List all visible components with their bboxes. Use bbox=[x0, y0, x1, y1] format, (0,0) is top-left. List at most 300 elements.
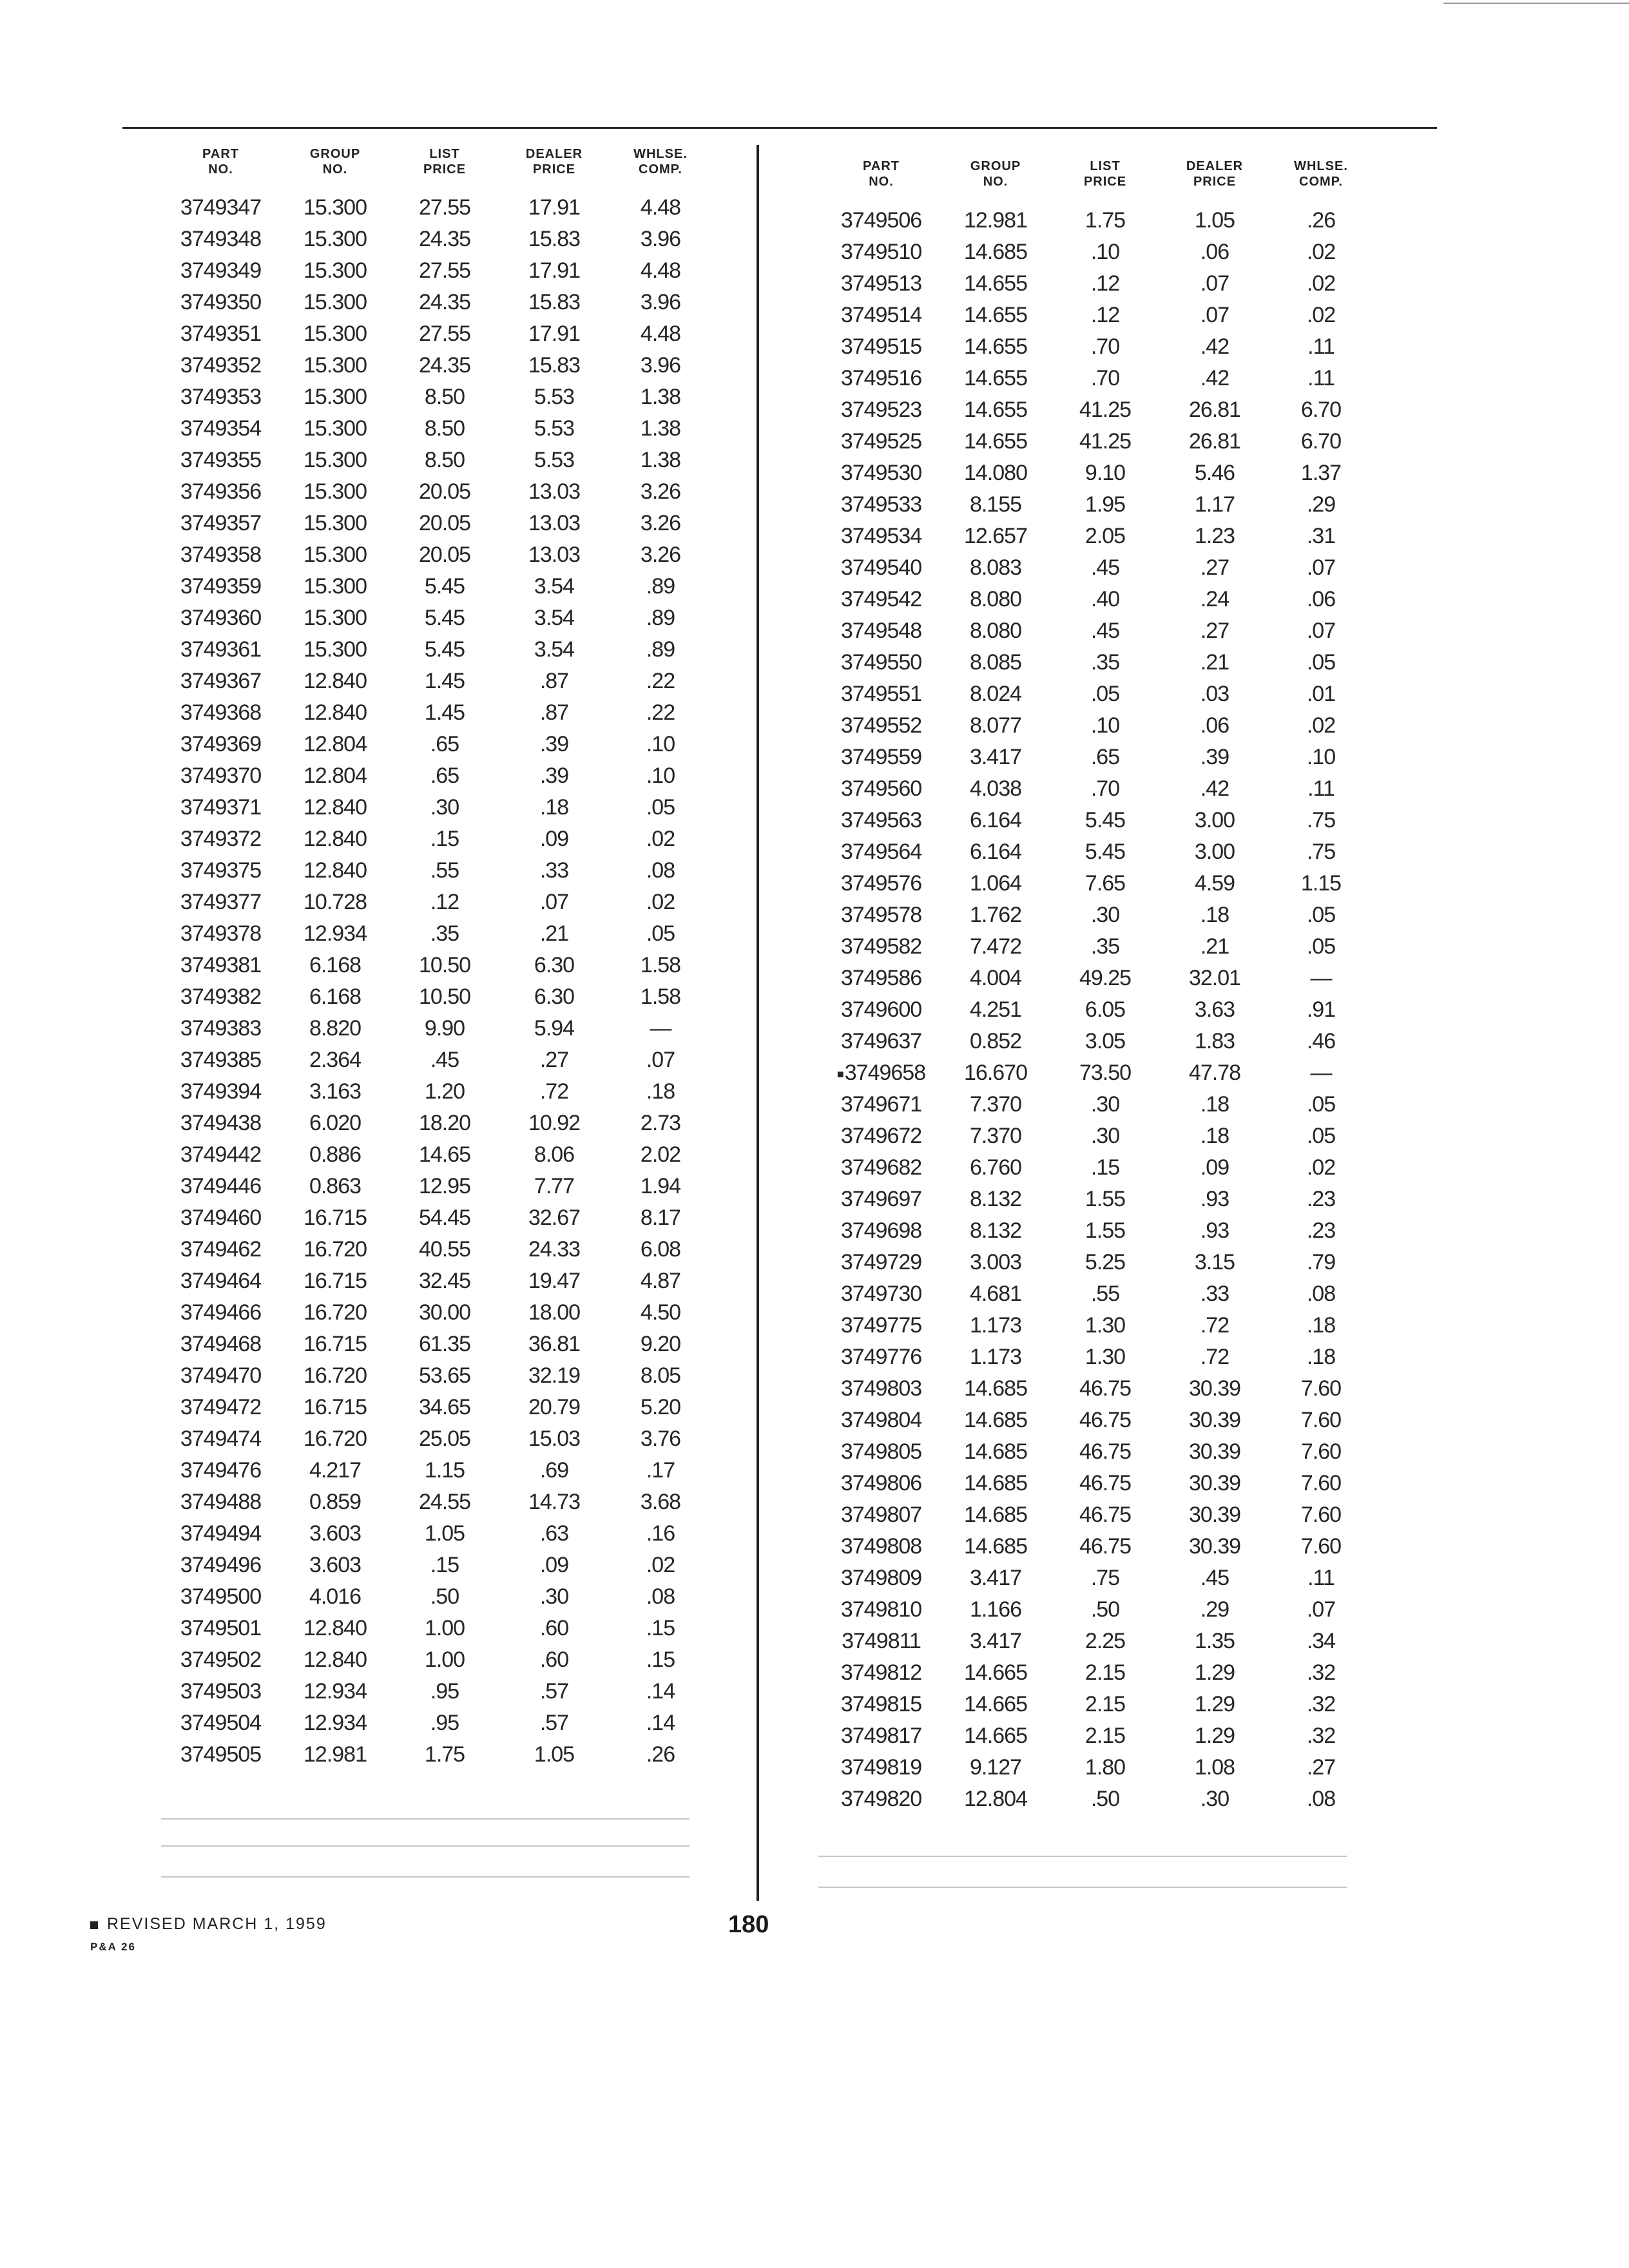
whlse-comp-cell: .01 bbox=[1306, 682, 1336, 706]
part-no-cell: 3749811 bbox=[842, 1629, 921, 1653]
table-row bbox=[822, 1689, 1373, 1720]
revision-note: REVISED MARCH 1, 1959 bbox=[90, 1915, 327, 1934]
part-no-cell: 3749352 bbox=[180, 353, 262, 378]
part-no-cell: 3749394 bbox=[180, 1079, 262, 1104]
dealer-price-cell: .30 bbox=[539, 1584, 569, 1609]
dealer-price-cell: .39 bbox=[539, 732, 569, 756]
table-row bbox=[161, 1108, 712, 1139]
dealer-price-cell: 3.15 bbox=[1194, 1250, 1235, 1274]
group-no-cell: 15.300 bbox=[304, 511, 367, 535]
table-row bbox=[161, 602, 712, 634]
table-row bbox=[822, 300, 1373, 331]
table-row bbox=[822, 1405, 1373, 1436]
list-price-cell: .40 bbox=[1090, 587, 1120, 611]
dealer-price-cell: 15.83 bbox=[528, 227, 581, 251]
list-price-cell: .55 bbox=[430, 858, 459, 883]
group-no-cell: 3.417 bbox=[969, 1629, 1022, 1653]
whlse-comp-cell: 3.68 bbox=[640, 1490, 681, 1514]
group-no-cell: 16.670 bbox=[964, 1061, 1027, 1085]
whlse-comp-cell: 1.94 bbox=[640, 1174, 681, 1198]
table-row bbox=[161, 1644, 712, 1676]
group-no-cell: 12.981 bbox=[964, 208, 1027, 233]
table-row bbox=[822, 1626, 1373, 1657]
list-price-cell: .45 bbox=[1090, 555, 1120, 580]
dealer-price-cell: .69 bbox=[539, 1458, 569, 1483]
table-row bbox=[822, 1310, 1373, 1341]
dealer-price-cell: 17.91 bbox=[528, 322, 581, 346]
group-no-cell: 8.085 bbox=[969, 650, 1022, 675]
table-row bbox=[161, 1518, 712, 1550]
part-no-cell: 3749369 bbox=[180, 732, 262, 756]
whlse-comp-cell: .16 bbox=[646, 1521, 675, 1546]
list-price-cell: 61.35 bbox=[418, 1332, 471, 1356]
whlse-comp-cell: .11 bbox=[1307, 366, 1335, 390]
part-no-cell: 3749540 bbox=[840, 555, 922, 580]
table-row bbox=[161, 634, 712, 666]
table-row bbox=[822, 1594, 1373, 1626]
list-price-cell: .50 bbox=[1090, 1597, 1120, 1622]
list-price-cell: 20.05 bbox=[418, 543, 471, 567]
group-no-cell: 15.300 bbox=[304, 385, 367, 409]
corner-rule bbox=[1443, 3, 1629, 4]
list-price-cell: .30 bbox=[1090, 1092, 1120, 1117]
group-no-cell: 9.127 bbox=[969, 1755, 1022, 1780]
dealer-price-cell: .57 bbox=[539, 1679, 569, 1704]
list-price-cell: 9.90 bbox=[424, 1016, 465, 1041]
table-row bbox=[161, 1044, 712, 1076]
whlse-comp-cell: 9.20 bbox=[640, 1332, 681, 1356]
dealer-price-cell: .21 bbox=[539, 921, 569, 946]
whlse-comp-cell: 7.60 bbox=[1300, 1534, 1342, 1559]
list-price-cell: 6.05 bbox=[1084, 997, 1126, 1022]
dealer-price-cell: .27 bbox=[539, 1048, 569, 1072]
whlse-comp-cell: .34 bbox=[1306, 1629, 1336, 1653]
dealer-price-cell: .87 bbox=[539, 669, 569, 693]
list-price-cell: 46.75 bbox=[1079, 1439, 1132, 1464]
whlse-comp-cell: 7.60 bbox=[1300, 1439, 1342, 1464]
table-row bbox=[161, 1013, 712, 1044]
group-no-cell: 3.417 bbox=[969, 745, 1022, 769]
part-no-cell: 3749349 bbox=[180, 258, 262, 283]
column-divider bbox=[757, 145, 759, 1901]
group-no-cell: 15.300 bbox=[304, 195, 367, 220]
table-row bbox=[822, 1720, 1373, 1752]
group-no-cell: 1.166 bbox=[969, 1597, 1022, 1622]
part-no-cell: 3749805 bbox=[840, 1439, 922, 1464]
table-row bbox=[822, 1026, 1373, 1057]
table-row bbox=[822, 1499, 1373, 1531]
dealer-price-cell: 32.19 bbox=[528, 1363, 581, 1388]
whlse-comp-cell: 1.37 bbox=[1300, 461, 1342, 485]
group-no-cell: 8.083 bbox=[969, 555, 1022, 580]
top-rule bbox=[122, 127, 1437, 129]
table-row bbox=[161, 1076, 712, 1108]
part-no-cell: 3749442 bbox=[180, 1142, 262, 1167]
table-row bbox=[161, 792, 712, 823]
dealer-price-cell: .03 bbox=[1200, 682, 1229, 706]
whlse-comp-cell: 2.73 bbox=[640, 1111, 681, 1135]
part-no-cell: 3749350 bbox=[180, 290, 262, 314]
list-price-cell: 24.35 bbox=[418, 353, 471, 378]
list-price-cell: .12 bbox=[1090, 271, 1120, 296]
list-price-cell: 24.35 bbox=[418, 290, 471, 314]
dealer-price-cell: .09 bbox=[539, 827, 569, 851]
group-no-cell: 1.064 bbox=[969, 871, 1022, 896]
list-price-cell: 1.75 bbox=[424, 1742, 465, 1767]
table-row bbox=[161, 981, 712, 1013]
whlse-comp-cell: 1.38 bbox=[640, 448, 681, 472]
list-price-cell: 46.75 bbox=[1079, 1376, 1132, 1401]
dealer-price-cell: .39 bbox=[1200, 745, 1229, 769]
part-no-cell: 3749729 bbox=[840, 1250, 922, 1274]
list-price-cell: 49.25 bbox=[1079, 966, 1132, 990]
dealer-price-cell: .63 bbox=[539, 1521, 569, 1546]
header-part-no: PART NO. bbox=[202, 147, 239, 177]
whlse-comp-cell: 7.60 bbox=[1300, 1471, 1342, 1495]
list-price-cell: .35 bbox=[430, 921, 459, 946]
group-no-cell: 12.981 bbox=[304, 1742, 367, 1767]
part-no-cell: 3749552 bbox=[840, 713, 922, 738]
list-price-cell: 5.25 bbox=[1084, 1250, 1126, 1274]
dealer-price-cell: .27 bbox=[1200, 555, 1229, 580]
list-price-cell: .45 bbox=[1090, 619, 1120, 643]
right-price-rows bbox=[822, 205, 1373, 1815]
whlse-comp-cell: .91 bbox=[1306, 997, 1336, 1022]
table-row bbox=[161, 729, 712, 760]
list-price-cell: .50 bbox=[430, 1584, 459, 1609]
table-row bbox=[822, 678, 1373, 710]
dealer-price-cell: .39 bbox=[539, 764, 569, 788]
dealer-price-cell: 1.83 bbox=[1194, 1029, 1235, 1053]
whlse-comp-cell: .18 bbox=[646, 1079, 675, 1104]
list-price-cell: 54.45 bbox=[418, 1206, 471, 1230]
part-no-cell: 3749775 bbox=[840, 1313, 922, 1338]
table-row bbox=[161, 476, 712, 508]
table-row bbox=[822, 363, 1373, 394]
group-no-cell: 14.655 bbox=[964, 366, 1027, 390]
part-no-cell: 3749600 bbox=[840, 997, 922, 1022]
table-row bbox=[822, 615, 1373, 647]
table-row bbox=[822, 268, 1373, 300]
part-no-cell: 3749819 bbox=[840, 1755, 922, 1780]
part-no-cell: 3749672 bbox=[840, 1124, 922, 1148]
group-no-cell: 8.077 bbox=[969, 713, 1022, 738]
part-no-cell: 3749516 bbox=[840, 366, 922, 390]
list-price-cell: .70 bbox=[1090, 776, 1120, 801]
dealer-price-cell: 15.83 bbox=[528, 290, 581, 314]
whlse-comp-cell: 6.08 bbox=[640, 1237, 681, 1262]
group-no-cell: 14.655 bbox=[964, 398, 1027, 422]
table-row bbox=[161, 539, 712, 571]
list-price-cell: .10 bbox=[1090, 713, 1120, 738]
table-row bbox=[822, 1783, 1373, 1815]
whlse-comp-cell: .89 bbox=[646, 637, 675, 662]
whlse-comp-cell: 2.02 bbox=[640, 1142, 681, 1167]
left-price-rows bbox=[161, 192, 712, 1771]
dealer-price-cell: 6.30 bbox=[534, 985, 575, 1009]
part-no-cell: 3749351 bbox=[180, 322, 262, 346]
whlse-comp-cell: .02 bbox=[1306, 240, 1336, 264]
list-price-cell: 1.55 bbox=[1084, 1187, 1126, 1211]
dealer-price-cell: 15.83 bbox=[528, 353, 581, 378]
part-no-cell: 3749806 bbox=[840, 1471, 922, 1495]
dealer-price-cell: .72 bbox=[1200, 1345, 1229, 1369]
whlse-comp-cell: .05 bbox=[1306, 650, 1336, 675]
table-row bbox=[822, 868, 1373, 899]
group-no-cell: 14.685 bbox=[964, 1534, 1027, 1559]
whlse-comp-cell: .08 bbox=[646, 1584, 675, 1609]
part-no-cell: ■3749658 bbox=[836, 1061, 926, 1085]
list-price-cell: 27.55 bbox=[418, 322, 471, 346]
part-no-cell: 3749564 bbox=[840, 840, 922, 864]
list-price-cell: 1.45 bbox=[424, 700, 465, 725]
dealer-price-cell: 5.53 bbox=[534, 448, 575, 472]
whlse-comp-cell: 1.58 bbox=[640, 953, 681, 977]
table-row bbox=[161, 1423, 712, 1455]
whlse-comp-cell: .15 bbox=[646, 1616, 675, 1640]
part-no-cell: 3749355 bbox=[180, 448, 262, 472]
part-no-cell: 3749582 bbox=[840, 934, 922, 959]
list-price-cell: 41.25 bbox=[1079, 398, 1132, 422]
table-row bbox=[822, 236, 1373, 268]
group-no-cell: 14.685 bbox=[964, 1439, 1027, 1464]
list-price-cell: .70 bbox=[1090, 366, 1120, 390]
group-no-cell: 8.080 bbox=[969, 619, 1022, 643]
list-price-cell: 25.05 bbox=[418, 1427, 471, 1451]
header-part-no: PART NO. bbox=[863, 159, 900, 189]
table-row bbox=[161, 1171, 712, 1202]
list-price-cell: .30 bbox=[1090, 1124, 1120, 1148]
group-no-cell: 12.934 bbox=[304, 1679, 367, 1704]
group-no-cell: 16.715 bbox=[304, 1395, 367, 1419]
group-no-cell: 3.417 bbox=[969, 1566, 1022, 1590]
dealer-price-cell: 8.06 bbox=[534, 1142, 575, 1167]
dealer-price-cell: 32.01 bbox=[1188, 966, 1241, 990]
whlse-comp-cell: .23 bbox=[1306, 1187, 1336, 1211]
whlse-comp-cell: .02 bbox=[1306, 713, 1336, 738]
part-no-cell: 3749446 bbox=[180, 1174, 262, 1198]
whlse-comp-cell: .23 bbox=[1306, 1218, 1336, 1243]
group-no-cell: 15.300 bbox=[304, 353, 367, 378]
part-no-cell: 3749808 bbox=[840, 1534, 922, 1559]
dealer-price-cell: .29 bbox=[1200, 1597, 1229, 1622]
table-row bbox=[161, 318, 712, 350]
list-price-cell: 1.20 bbox=[424, 1079, 465, 1104]
right-column-header bbox=[822, 159, 1373, 189]
table-row bbox=[161, 192, 712, 224]
part-no-cell: 3749372 bbox=[180, 827, 262, 851]
part-no-cell: 3749776 bbox=[840, 1345, 922, 1369]
list-price-cell: 1.05 bbox=[424, 1521, 465, 1546]
group-no-cell: 3.163 bbox=[309, 1079, 361, 1104]
whlse-comp-cell: .02 bbox=[1306, 271, 1336, 296]
whlse-comp-cell: 8.17 bbox=[640, 1206, 681, 1230]
part-no-cell: 3749502 bbox=[180, 1648, 262, 1672]
group-no-cell: 1.173 bbox=[969, 1345, 1022, 1369]
list-price-cell: 32.45 bbox=[418, 1269, 471, 1293]
group-no-cell: 8.132 bbox=[969, 1218, 1022, 1243]
dealer-price-cell: 30.39 bbox=[1188, 1503, 1241, 1527]
dealer-price-cell: 5.53 bbox=[534, 416, 575, 441]
group-no-cell: 7.472 bbox=[969, 934, 1022, 959]
table-row bbox=[161, 1581, 712, 1613]
list-price-cell: 1.75 bbox=[1084, 208, 1126, 233]
whlse-comp-cell: .32 bbox=[1306, 1724, 1336, 1748]
table-row bbox=[161, 1265, 712, 1297]
whlse-comp-cell: .05 bbox=[646, 795, 675, 820]
list-price-cell: 27.55 bbox=[418, 258, 471, 283]
part-no-cell: 3749504 bbox=[180, 1711, 262, 1735]
list-price-cell: .15 bbox=[430, 827, 459, 851]
group-no-cell: 14.655 bbox=[964, 334, 1027, 359]
part-no-cell: 3749534 bbox=[840, 524, 922, 548]
list-price-cell: 27.55 bbox=[418, 195, 471, 220]
group-no-cell: 14.685 bbox=[964, 1471, 1027, 1495]
table-row bbox=[822, 773, 1373, 805]
part-no-cell: 3749472 bbox=[180, 1395, 262, 1419]
list-price-cell: .35 bbox=[1090, 650, 1120, 675]
dealer-price-cell: .72 bbox=[539, 1079, 569, 1104]
table-row bbox=[161, 255, 712, 287]
group-no-cell: 6.164 bbox=[969, 840, 1022, 864]
table-row bbox=[161, 350, 712, 381]
group-no-cell: 4.016 bbox=[309, 1584, 361, 1609]
table-row bbox=[822, 1468, 1373, 1499]
list-price-cell: .65 bbox=[430, 732, 459, 756]
dealer-price-cell: .07 bbox=[1200, 271, 1229, 296]
table-row bbox=[822, 394, 1373, 426]
dealer-price-cell: 5.94 bbox=[534, 1016, 575, 1041]
part-no-cell: 3749383 bbox=[180, 1016, 262, 1041]
list-price-cell: 5.45 bbox=[424, 574, 465, 599]
group-no-cell: 0.863 bbox=[309, 1174, 361, 1198]
dealer-price-cell: 15.03 bbox=[528, 1427, 581, 1451]
dealer-price-cell: 26.81 bbox=[1188, 429, 1241, 454]
dealer-price-cell: .30 bbox=[1200, 1787, 1229, 1811]
part-no-cell: 3749804 bbox=[840, 1408, 922, 1432]
revised-mark-icon: ■ bbox=[836, 1067, 843, 1081]
whlse-comp-cell: .14 bbox=[646, 1679, 675, 1704]
list-price-cell: 73.50 bbox=[1079, 1061, 1132, 1085]
group-no-cell: 0.852 bbox=[969, 1029, 1022, 1053]
part-no-cell: 3749476 bbox=[180, 1458, 262, 1483]
dealer-price-cell: 30.39 bbox=[1188, 1376, 1241, 1401]
table-row bbox=[161, 224, 712, 255]
list-price-cell: 12.95 bbox=[418, 1174, 471, 1198]
dealer-price-cell: 14.73 bbox=[528, 1490, 581, 1514]
part-no-cell: 3749460 bbox=[180, 1206, 262, 1230]
whlse-comp-cell: .02 bbox=[646, 1553, 675, 1577]
list-price-cell: 1.15 bbox=[424, 1458, 465, 1483]
group-no-cell: 12.840 bbox=[304, 700, 367, 725]
whlse-comp-cell: .07 bbox=[1306, 1597, 1336, 1622]
dealer-price-cell: 17.91 bbox=[528, 195, 581, 220]
whlse-comp-cell: .26 bbox=[1306, 208, 1336, 233]
part-no-cell: 3749815 bbox=[840, 1692, 922, 1716]
dealer-price-cell: 1.23 bbox=[1194, 524, 1235, 548]
group-no-cell: 12.840 bbox=[304, 827, 367, 851]
table-row bbox=[161, 697, 712, 729]
part-no-cell: 3749466 bbox=[180, 1300, 262, 1325]
whlse-comp-cell: .22 bbox=[646, 700, 675, 725]
group-no-cell: 14.655 bbox=[964, 271, 1027, 296]
table-row bbox=[161, 1739, 712, 1771]
part-no-cell: 3749488 bbox=[180, 1490, 262, 1514]
dealer-price-cell: 18.00 bbox=[528, 1300, 581, 1325]
group-no-cell: 15.300 bbox=[304, 227, 367, 251]
part-no-cell: 3749514 bbox=[840, 303, 922, 327]
part-no-cell: 3749817 bbox=[840, 1724, 922, 1748]
list-price-cell: .30 bbox=[1090, 903, 1120, 927]
group-no-cell: 4.681 bbox=[969, 1282, 1022, 1306]
table-row bbox=[822, 426, 1373, 457]
group-no-cell: 8.155 bbox=[969, 492, 1022, 517]
dealer-price-cell: .18 bbox=[1200, 1124, 1229, 1148]
group-no-cell: 6.020 bbox=[309, 1111, 361, 1135]
part-no-cell: 3749367 bbox=[180, 669, 262, 693]
list-price-cell: .75 bbox=[1090, 1566, 1120, 1590]
group-no-cell: 14.080 bbox=[964, 461, 1027, 485]
header-group-no: GROUP NO. bbox=[970, 159, 1021, 189]
group-no-cell: 12.840 bbox=[304, 669, 367, 693]
dealer-price-cell: .24 bbox=[1200, 587, 1229, 611]
group-no-cell: 7.370 bbox=[969, 1092, 1022, 1117]
part-no-cell: 3749377 bbox=[180, 890, 262, 914]
whlse-comp-cell: 1.15 bbox=[1300, 871, 1342, 896]
dealer-price-cell: .33 bbox=[1200, 1282, 1229, 1306]
dealer-price-cell: 10.92 bbox=[528, 1111, 581, 1135]
part-no-cell: 3749474 bbox=[180, 1427, 262, 1451]
whlse-comp-cell: .10 bbox=[646, 764, 675, 788]
part-no-cell: 3749438 bbox=[180, 1111, 262, 1135]
list-price-cell: 24.35 bbox=[418, 227, 471, 251]
table-row bbox=[822, 205, 1373, 236]
whlse-comp-cell: .27 bbox=[1306, 1755, 1336, 1780]
whlse-comp-cell: .31 bbox=[1306, 524, 1336, 548]
list-price-cell: 41.25 bbox=[1079, 429, 1132, 454]
dealer-price-cell: .42 bbox=[1200, 366, 1229, 390]
whlse-comp-cell: .11 bbox=[1307, 776, 1335, 801]
whlse-comp-cell: .05 bbox=[1306, 1124, 1336, 1148]
list-price-cell: .15 bbox=[1090, 1155, 1120, 1180]
part-no-cell: 3749468 bbox=[180, 1332, 262, 1356]
list-price-cell: 2.25 bbox=[1084, 1629, 1126, 1653]
group-no-cell: 16.715 bbox=[304, 1332, 367, 1356]
part-no-cell: 3749381 bbox=[180, 953, 262, 977]
table-row bbox=[822, 1184, 1373, 1215]
dealer-price-cell: 1.08 bbox=[1194, 1755, 1235, 1780]
whlse-comp-cell: .18 bbox=[1306, 1345, 1336, 1369]
part-no-cell: 3749513 bbox=[840, 271, 922, 296]
group-no-cell: 3.003 bbox=[969, 1250, 1022, 1274]
page-number: 180 bbox=[728, 1911, 769, 1938]
part-no-cell: 3749494 bbox=[180, 1521, 262, 1546]
part-no-cell: 3749501 bbox=[180, 1616, 262, 1640]
list-price-cell: 53.65 bbox=[418, 1363, 471, 1388]
part-no-cell: 3749803 bbox=[840, 1376, 922, 1401]
table-row bbox=[822, 1562, 1373, 1594]
list-price-cell: 2.15 bbox=[1084, 1724, 1126, 1748]
part-no-cell: 3749810 bbox=[840, 1597, 922, 1622]
dealer-price-cell: 7.77 bbox=[534, 1174, 575, 1198]
list-price-cell: 20.05 bbox=[418, 511, 471, 535]
part-no-cell: 3749578 bbox=[840, 903, 922, 927]
group-no-cell: 10.728 bbox=[304, 890, 367, 914]
group-no-cell: 14.665 bbox=[964, 1660, 1027, 1685]
group-no-cell: 6.164 bbox=[969, 808, 1022, 832]
list-price-cell: 5.45 bbox=[1084, 840, 1126, 864]
group-no-cell: 14.665 bbox=[964, 1724, 1027, 1748]
